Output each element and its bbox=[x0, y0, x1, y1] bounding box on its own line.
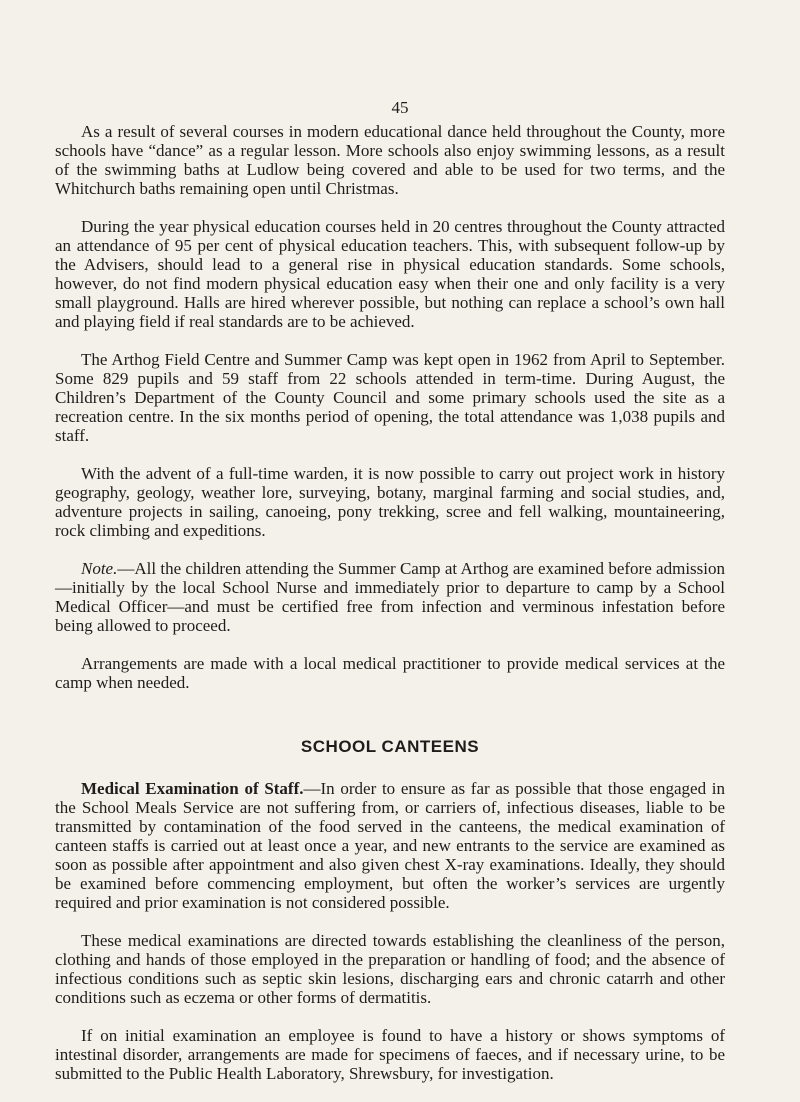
page-number: 45 bbox=[391, 98, 409, 117]
paragraph-physical-education: During the year physical education courses held in 20 centres throughout the County attracted an attendance of 95 per cent of physical education teachers. This, with subsequent follow-up by the Advisers, should lead to a general rise in physical education standards. Some schools, however, do not find modern physical education easy when their one and only facility is a very small playground. Halls are hired wherever possible, but nothing can replace a school’s own hall and playing field if real standards are to be achieved. bbox=[55, 217, 725, 331]
paragraph-cleanliness: These medical examinations are directed towards establishing the cleanliness of the person, clothing and hands of those employed in the preparation or handling of food; and the absence of infectious conditions such as septic skin lesions, discharging ears and chronic catarrh and other conditions such as eczema or other forms of dermatitis. bbox=[55, 931, 725, 1007]
note-text: —All the children attending the Summer Camp at Arthog are examined before admission—initially by the local School Nurse and immediately prior to departure to camp by a School Medical Officer—and must be certified free from infection and verminous infestation before being allowed to proceed. bbox=[55, 559, 725, 635]
paragraph-dance-swimming: As a result of several courses in modern educational dance held throughout the County, more schools have “dance” as a regular lesson. More schools also enjoy swimming lessons, as a result of the swimming baths at Ludlow being covered and able to be used for two terms, and the Whitchurch baths remaining open until Christmas. bbox=[55, 122, 725, 198]
page-content bbox=[55, 122, 725, 1102]
medical-exam-lead: Medical Examination of Staff. bbox=[81, 779, 304, 798]
paragraph-project-work: With the advent of a full-time warden, it is now possible to carry out project work in history geography, geology, weather lore, surveying, botany, marginal farming and social studies, and, adventure projects in sailing, canoeing, pony trekking, scree and fell walking, mountaineering, rock climbing and expeditions. bbox=[55, 464, 725, 540]
medical-exam-text: —In order to ensure as far as possible that those engaged in the School Meals Service are not suffering from, or carriers of, infectious diseases, liable to be transmitted by contamination of the food served in the canteens, the medical examination of canteen staffs is carried out at least once a year, and new entrants to the service are examined as soon as possible after appointment and also given chest X-ray examinations. Ideally, they should be examined before commencing employment, but often the worker’s services are urgently required and prior examination is not considered possible. bbox=[55, 779, 725, 912]
paragraph-arthog-field-centre: The Arthog Field Centre and Summer Camp was kept open in 1962 from April to September. Some 829 pupils and 59 staff from 22 schools attended in term-time. During August, the Children’s Department of the County Council and some primary schools used the site as a recreation centre. In the six months period of opening, the total attendance was 1,038 pupils and staff. bbox=[55, 350, 725, 445]
paragraph-intestinal-disorder: If on initial examination an employee is found to have a history or shows symptoms of intestinal disorder, arrangements are made for specimens of faeces, and if necessary urine, to be submitted to the Public Health Laboratory, Shrewsbury, for investigation. bbox=[55, 1026, 725, 1083]
paragraph-note bbox=[55, 559, 725, 635]
section-heading-school-canteens: SCHOOL CANTEENS bbox=[300, 737, 480, 756]
paragraph-arrangements: Arrangements are made with a local medical practitioner to provide medical services at the camp when needed. bbox=[55, 654, 725, 692]
note-lead: Note. bbox=[81, 559, 118, 578]
paragraph-medical-examination bbox=[55, 779, 725, 912]
